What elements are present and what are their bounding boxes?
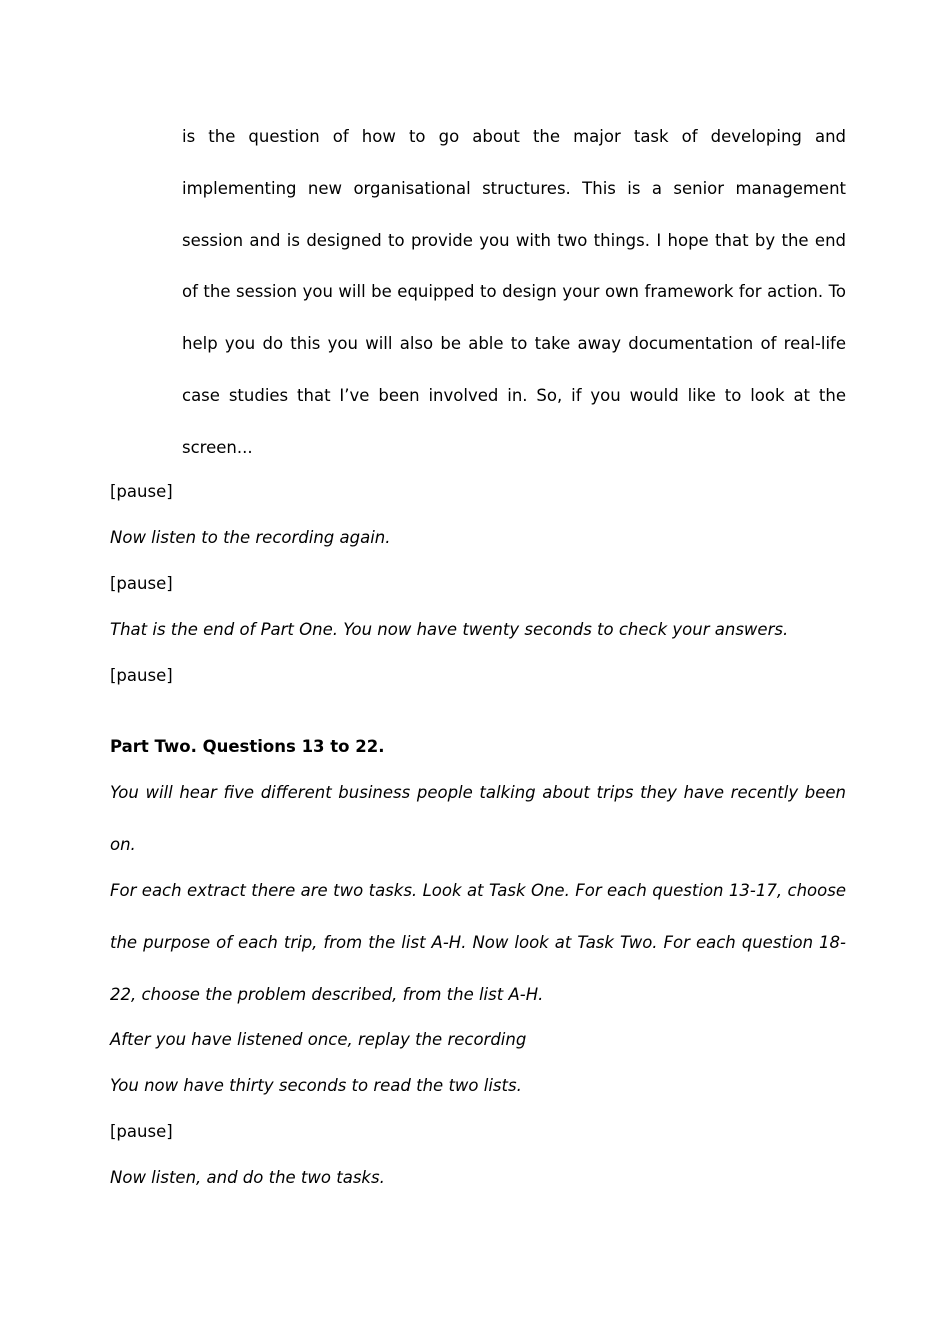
pause-marker: [pause]	[110, 1122, 173, 1141]
instruction-tasks: For each extract there are two tasks. Look at Task One. For each question 13-17, choose the purpose of each trip, from the list A-H. Now look at Task Two. For each question 18-22, choose the problem described, from the list A-H.	[110, 881, 846, 1004]
pause-marker: [pause]	[110, 666, 173, 685]
speaker-quote-paragraph: is the question of how to go about the major task of developing and implementing new organisational structures. This is a senior management session and is designed to provide you with two things. I hope that by the end of the session you will be equipped to design your own framework for action. To help you do this you will also be able to take away documentation of real-life case studies that I’ve been involved in. So, if you would like to look at the screen...	[182, 127, 846, 457]
instruction-end-part-one: That is the end of Part One. You now have twenty seconds to check your answers.	[110, 620, 789, 639]
instruction-intro: You will hear five different business people talking about trips they have recently been on.	[110, 783, 846, 854]
instruction-listen-tasks: Now listen, and do the two tasks.	[110, 1168, 385, 1187]
section-heading-part-two: Part Two. Questions 13 to 22.	[110, 737, 385, 756]
instruction-listen-again: Now listen to the recording again.	[110, 528, 391, 547]
instruction-replay: After you have listened once, replay the recording	[110, 1030, 527, 1049]
instruction-read-lists: You now have thirty seconds to read the two lists.	[110, 1076, 522, 1095]
pause-marker: [pause]	[110, 482, 173, 501]
pause-marker: [pause]	[110, 574, 173, 593]
